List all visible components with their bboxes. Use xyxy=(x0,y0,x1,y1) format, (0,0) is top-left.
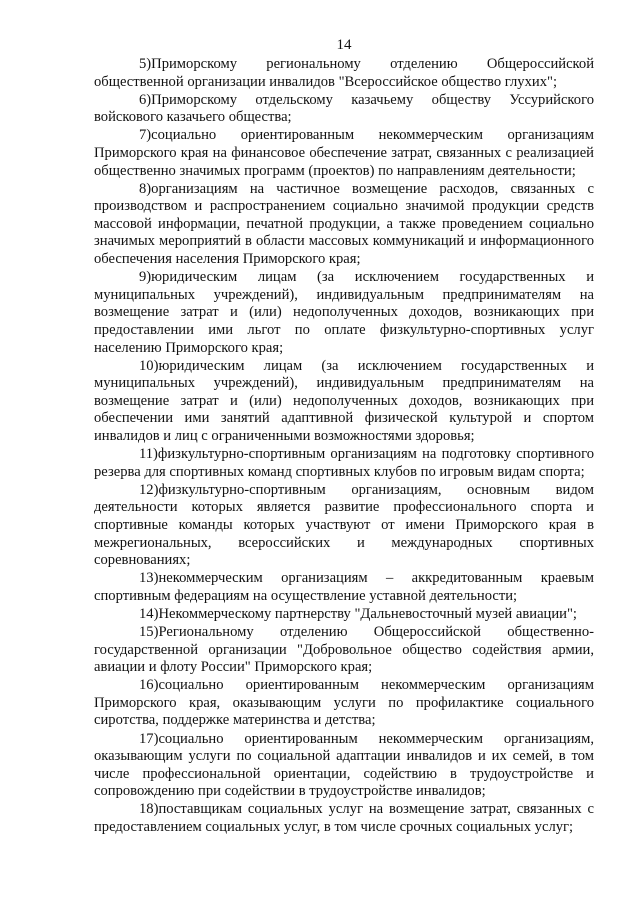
list-item-14: 14)Некоммерческому партнерству "Дальневосточный музей авиации"; xyxy=(139,605,577,622)
list-item-5: 5)Приморскому региональному отделению Общероссийской общественной организации инвалидов "Всероссийское общество глухих"; xyxy=(94,56,594,90)
list-item-7: 7)социально ориентированным некоммерческим организациям Приморского края на финансовое обеспечение затрат, связанных с реализацией общественно значимых программ (проектов) по направлениям деятельности; xyxy=(94,127,594,179)
list-item-15: 15)Региональному отделению Общероссийской общественно-государственной организации "Добровольное общество содействия армии, авиации и флоту России" Приморского края; xyxy=(94,624,594,676)
list-item-17: 17)социально ориентированным некоммерческим организациям, оказывающим услуги по социальной адаптации инвалидов и их семей, в том числе профессиональной ориентации, содействию в трудоустройстве и сопровождению при содействии в трудоустройстве инвалидов; xyxy=(94,730,594,800)
list-item-11: 11)физкультурно-спортивным организациям на подготовку спортивного резерва для спортивных команд спортивных клубов по игровым видам спорта; xyxy=(94,446,594,480)
list-item-12: 12)физкультурно-спортивным организациям, основным видом деятельности которых является развитие профессионального спорта и спортивные команды которых участвуют от имени Приморского края в межрегиональных, всероссийских и международных спортивных соревнованиях; xyxy=(94,481,594,569)
list-item-16: 16)социально ориентированным некоммерческим организациям Приморского края, оказывающим услуги по профилактике социального сиротства, поддержке материнства и детства; xyxy=(94,677,594,729)
document-page xyxy=(94,36,594,837)
list-item-10: 10)юридическим лицам (за исключением государственных и муниципальных учреждений), индивидуальным предпринимателям на возмещение затрат и (или) недополученных доходов, возникающих при обеспечении ими занятий адаптивной физической культурой и спортом инвалидов и лиц с ограниченными возможностями здоровья; xyxy=(94,357,594,444)
list-item-18: 18)поставщикам социальных услуг на возмещение затрат, связанных с предоставлением социальных услуг, в том числе срочных социальных услуг; xyxy=(94,801,594,836)
list-item-6: 6)Приморскому отдельскому казачьему обществу Уссурийского войскового казачьего общества; xyxy=(94,91,594,126)
list-item-9: 9)юридическим лицам (за исключением государственных и муниципальных учреждений), индивидуальным предпринимателям на возмещение затрат и (или) недополученных доходов, возникающих при предоставлении ими льгот по оплате физкультурно-спортивных услуг населению Приморского края; xyxy=(94,269,594,356)
list-item-13: 13)некоммерческим организациям – аккредитованным краевым спортивным федерациям на осуществление уставной деятельности; xyxy=(94,570,594,604)
page-number: 14 xyxy=(336,37,352,53)
list-item-8: 8)организациям на частичное возмещение расходов, связанных с производством и распространением социально значимой продукции средств массовой информации, печатной продукции, а также проведением социально значимых мероприятий в области массовых коммуникаций и информационного обеспечения населения Приморского края; xyxy=(94,180,594,268)
